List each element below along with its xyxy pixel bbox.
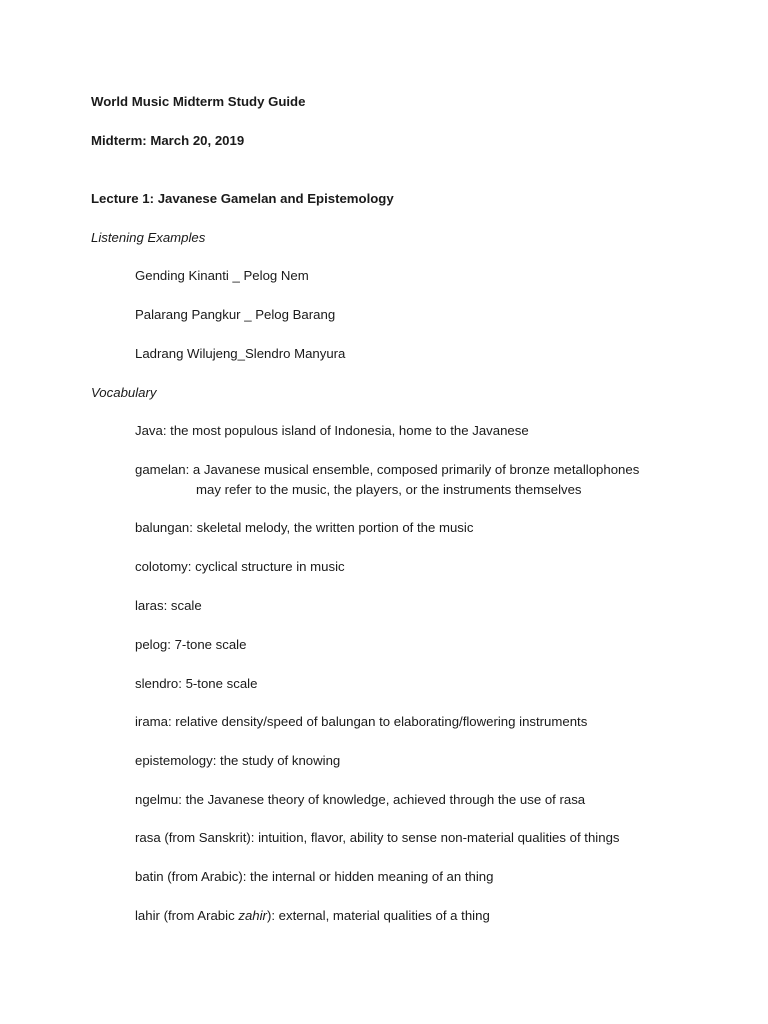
vocab-item-gamelan-continuation: may refer to the music, the players, or the instruments themselves: [196, 482, 582, 497]
listening-item: Palarang Pangkur _ Pelog Barang: [135, 307, 336, 322]
vocab-item-laras: laras: scale: [135, 598, 202, 613]
listening-item: Ladrang Wilujeng_Slendro Manyura: [135, 346, 346, 361]
midterm-date: Midterm: March 20, 2019: [91, 133, 245, 148]
vocab-item-java: Java: the most populous island of Indonesia, home to the Javanese: [135, 423, 529, 438]
vocab-item-balungan: balungan: skeletal melody, the written portion of the music: [135, 520, 474, 535]
lahir-prefix: lahir (from Arabic: [135, 908, 239, 923]
vocab-item-pelog: pelog: 7-tone scale: [135, 637, 247, 652]
vocab-item-slendro: slendro: 5-tone scale: [135, 676, 258, 691]
vocab-item-epistemology: epistemology: the study of knowing: [135, 753, 341, 768]
vocab-item-irama: irama: relative density/speed of balungan to elaborating/flowering instruments: [135, 714, 588, 729]
vocab-item-gamelan: gamelan: a Javanese musical ensemble, composed primarily of bronze metallophones: [135, 462, 640, 477]
vocab-item-colotomy: colotomy: cyclical structure in music: [135, 559, 345, 574]
lahir-italic-term: zahir: [238, 908, 267, 923]
document-title: World Music Midterm Study Guide: [91, 94, 306, 109]
listening-item: Gending Kinanti _ Pelog Nem: [135, 268, 309, 283]
listening-examples-heading: Listening Examples: [91, 230, 206, 245]
vocab-item-ngelmu: ngelmu: the Javanese theory of knowledge, achieved through the use of rasa: [135, 792, 586, 807]
vocab-item-batin: batin (from Arabic): the internal or hidden meaning of an thing: [135, 869, 494, 884]
vocab-item-rasa: rasa (from Sanskrit): intuition, flavor, ability to sense non-material qualities of things: [135, 830, 620, 845]
lecture-heading: Lecture 1: Javanese Gamelan and Epistemology: [91, 191, 394, 206]
vocabulary-heading: Vocabulary: [91, 385, 157, 400]
lahir-suffix: ): external, material qualities of a thing: [266, 908, 490, 923]
vocab-item-lahir: [135, 908, 490, 924]
